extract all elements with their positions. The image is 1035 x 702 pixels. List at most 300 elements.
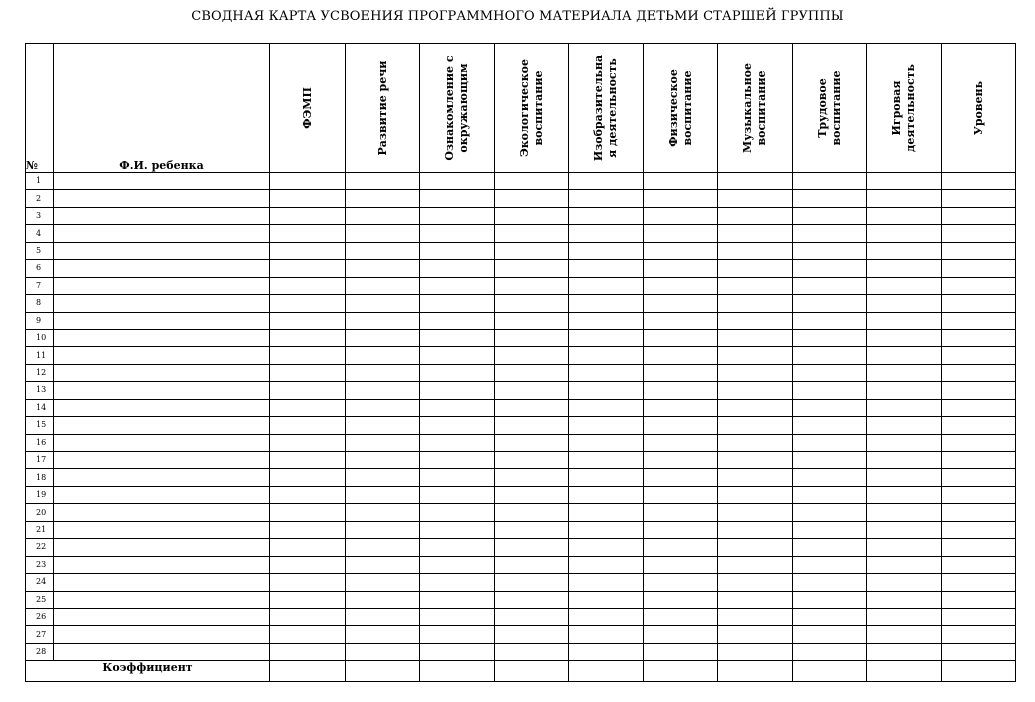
score-cell[interactable]	[793, 277, 867, 294]
score-cell[interactable]	[270, 521, 346, 538]
score-cell[interactable]	[718, 591, 793, 608]
score-cell[interactable]	[867, 521, 942, 538]
score-cell[interactable]	[270, 364, 346, 381]
score-cell[interactable]	[569, 382, 644, 399]
score-cell[interactable]	[420, 225, 495, 242]
score-cell[interactable]	[942, 173, 1016, 190]
score-cell[interactable]	[867, 556, 942, 573]
score-cell[interactable]	[569, 207, 644, 224]
score-cell[interactable]	[718, 312, 793, 329]
child-name-cell[interactable]	[54, 382, 270, 399]
score-cell[interactable]	[495, 242, 569, 259]
score-cell[interactable]	[569, 521, 644, 538]
score-cell[interactable]	[270, 277, 346, 294]
score-cell[interactable]	[346, 521, 420, 538]
score-cell[interactable]	[346, 242, 420, 259]
score-cell[interactable]	[420, 364, 495, 381]
score-cell[interactable]	[495, 574, 569, 591]
score-cell[interactable]	[420, 260, 495, 277]
score-cell[interactable]	[793, 434, 867, 451]
score-cell[interactable]	[346, 574, 420, 591]
score-cell[interactable]	[793, 242, 867, 259]
score-cell[interactable]	[495, 556, 569, 573]
score-cell[interactable]	[644, 556, 718, 573]
score-cell[interactable]	[569, 399, 644, 416]
score-cell[interactable]	[867, 225, 942, 242]
score-cell[interactable]	[942, 643, 1016, 660]
score-cell[interactable]	[420, 312, 495, 329]
score-cell[interactable]	[270, 452, 346, 469]
coefficient-cell[interactable]	[718, 661, 793, 682]
child-name-cell[interactable]	[54, 364, 270, 381]
child-name-cell[interactable]	[54, 260, 270, 277]
child-name-cell[interactable]	[54, 556, 270, 573]
score-cell[interactable]	[644, 190, 718, 207]
score-cell[interactable]	[270, 382, 346, 399]
child-name-cell[interactable]	[54, 277, 270, 294]
coefficient-cell[interactable]	[270, 661, 346, 682]
score-cell[interactable]	[495, 329, 569, 346]
score-cell[interactable]	[942, 486, 1016, 503]
score-cell[interactable]	[270, 591, 346, 608]
child-name-cell[interactable]	[54, 521, 270, 538]
score-cell[interactable]	[718, 556, 793, 573]
score-cell[interactable]	[346, 556, 420, 573]
child-name-cell[interactable]	[54, 295, 270, 312]
score-cell[interactable]	[644, 242, 718, 259]
score-cell[interactable]	[569, 574, 644, 591]
score-cell[interactable]	[569, 539, 644, 556]
score-cell[interactable]	[420, 556, 495, 573]
score-cell[interactable]	[346, 452, 420, 469]
score-cell[interactable]	[718, 399, 793, 416]
score-cell[interactable]	[644, 329, 718, 346]
score-cell[interactable]	[867, 260, 942, 277]
score-cell[interactable]	[718, 364, 793, 381]
score-cell[interactable]	[420, 207, 495, 224]
score-cell[interactable]	[420, 434, 495, 451]
score-cell[interactable]	[420, 347, 495, 364]
score-cell[interactable]	[718, 382, 793, 399]
child-name-cell[interactable]	[54, 574, 270, 591]
score-cell[interactable]	[867, 417, 942, 434]
child-name-cell[interactable]	[54, 591, 270, 608]
score-cell[interactable]	[867, 504, 942, 521]
score-cell[interactable]	[793, 399, 867, 416]
score-cell[interactable]	[495, 312, 569, 329]
score-cell[interactable]	[495, 260, 569, 277]
score-cell[interactable]	[942, 539, 1016, 556]
score-cell[interactable]	[346, 643, 420, 660]
score-cell[interactable]	[718, 207, 793, 224]
score-cell[interactable]	[420, 608, 495, 625]
score-cell[interactable]	[793, 521, 867, 538]
score-cell[interactable]	[569, 242, 644, 259]
score-cell[interactable]	[346, 225, 420, 242]
score-cell[interactable]	[718, 626, 793, 643]
child-name-cell[interactable]	[54, 399, 270, 416]
score-cell[interactable]	[420, 504, 495, 521]
score-cell[interactable]	[867, 364, 942, 381]
score-cell[interactable]	[867, 347, 942, 364]
score-cell[interactable]	[718, 242, 793, 259]
score-cell[interactable]	[793, 312, 867, 329]
score-cell[interactable]	[644, 521, 718, 538]
score-cell[interactable]	[644, 295, 718, 312]
score-cell[interactable]	[420, 539, 495, 556]
score-cell[interactable]	[569, 608, 644, 625]
score-cell[interactable]	[942, 242, 1016, 259]
score-cell[interactable]	[942, 452, 1016, 469]
coefficient-cell[interactable]	[420, 661, 495, 682]
score-cell[interactable]	[346, 260, 420, 277]
score-cell[interactable]	[495, 504, 569, 521]
coefficient-cell[interactable]	[569, 661, 644, 682]
score-cell[interactable]	[495, 295, 569, 312]
score-cell[interactable]	[867, 382, 942, 399]
score-cell[interactable]	[867, 469, 942, 486]
score-cell[interactable]	[270, 225, 346, 242]
score-cell[interactable]	[644, 574, 718, 591]
score-cell[interactable]	[346, 173, 420, 190]
score-cell[interactable]	[495, 521, 569, 538]
score-cell[interactable]	[942, 469, 1016, 486]
score-cell[interactable]	[569, 486, 644, 503]
score-cell[interactable]	[867, 173, 942, 190]
score-cell[interactable]	[569, 556, 644, 573]
score-cell[interactable]	[495, 608, 569, 625]
child-name-cell[interactable]	[54, 643, 270, 660]
child-name-cell[interactable]	[54, 190, 270, 207]
score-cell[interactable]	[867, 242, 942, 259]
score-cell[interactable]	[346, 417, 420, 434]
score-cell[interactable]	[495, 347, 569, 364]
score-cell[interactable]	[942, 312, 1016, 329]
score-cell[interactable]	[346, 469, 420, 486]
score-cell[interactable]	[793, 207, 867, 224]
score-cell[interactable]	[495, 364, 569, 381]
score-cell[interactable]	[270, 469, 346, 486]
score-cell[interactable]	[569, 643, 644, 660]
score-cell[interactable]	[270, 347, 346, 364]
score-cell[interactable]	[942, 626, 1016, 643]
score-cell[interactable]	[420, 574, 495, 591]
score-cell[interactable]	[569, 434, 644, 451]
score-cell[interactable]	[718, 329, 793, 346]
coefficient-cell[interactable]	[346, 661, 420, 682]
child-name-cell[interactable]	[54, 608, 270, 625]
score-cell[interactable]	[867, 312, 942, 329]
score-cell[interactable]	[270, 312, 346, 329]
coefficient-cell[interactable]	[867, 661, 942, 682]
score-cell[interactable]	[793, 556, 867, 573]
score-cell[interactable]	[644, 364, 718, 381]
score-cell[interactable]	[569, 225, 644, 242]
score-cell[interactable]	[793, 382, 867, 399]
score-cell[interactable]	[644, 643, 718, 660]
score-cell[interactable]	[718, 347, 793, 364]
score-cell[interactable]	[867, 399, 942, 416]
score-cell[interactable]	[867, 190, 942, 207]
child-name-cell[interactable]	[54, 434, 270, 451]
score-cell[interactable]	[270, 434, 346, 451]
score-cell[interactable]	[420, 469, 495, 486]
score-cell[interactable]	[644, 469, 718, 486]
score-cell[interactable]	[644, 207, 718, 224]
score-cell[interactable]	[867, 329, 942, 346]
score-cell[interactable]	[718, 434, 793, 451]
score-cell[interactable]	[569, 417, 644, 434]
child-name-cell[interactable]	[54, 329, 270, 346]
score-cell[interactable]	[793, 539, 867, 556]
score-cell[interactable]	[270, 626, 346, 643]
score-cell[interactable]	[644, 260, 718, 277]
score-cell[interactable]	[942, 225, 1016, 242]
score-cell[interactable]	[270, 190, 346, 207]
score-cell[interactable]	[346, 277, 420, 294]
score-cell[interactable]	[793, 364, 867, 381]
score-cell[interactable]	[346, 608, 420, 625]
child-name-cell[interactable]	[54, 347, 270, 364]
score-cell[interactable]	[270, 417, 346, 434]
score-cell[interactable]	[495, 434, 569, 451]
score-cell[interactable]	[346, 312, 420, 329]
score-cell[interactable]	[718, 173, 793, 190]
score-cell[interactable]	[420, 190, 495, 207]
score-cell[interactable]	[270, 556, 346, 573]
score-cell[interactable]	[793, 190, 867, 207]
score-cell[interactable]	[270, 608, 346, 625]
score-cell[interactable]	[793, 417, 867, 434]
score-cell[interactable]	[270, 242, 346, 259]
score-cell[interactable]	[867, 452, 942, 469]
score-cell[interactable]	[270, 643, 346, 660]
score-cell[interactable]	[346, 329, 420, 346]
score-cell[interactable]	[495, 399, 569, 416]
score-cell[interactable]	[569, 312, 644, 329]
score-cell[interactable]	[867, 574, 942, 591]
score-cell[interactable]	[270, 486, 346, 503]
score-cell[interactable]	[942, 260, 1016, 277]
child-name-cell[interactable]	[54, 417, 270, 434]
score-cell[interactable]	[569, 347, 644, 364]
score-cell[interactable]	[346, 434, 420, 451]
score-cell[interactable]	[942, 556, 1016, 573]
score-cell[interactable]	[346, 347, 420, 364]
coefficient-cell[interactable]	[644, 661, 718, 682]
score-cell[interactable]	[495, 486, 569, 503]
score-cell[interactable]	[495, 417, 569, 434]
score-cell[interactable]	[718, 260, 793, 277]
score-cell[interactable]	[346, 539, 420, 556]
score-cell[interactable]	[942, 277, 1016, 294]
score-cell[interactable]	[420, 521, 495, 538]
score-cell[interactable]	[270, 574, 346, 591]
score-cell[interactable]	[644, 452, 718, 469]
score-cell[interactable]	[942, 434, 1016, 451]
score-cell[interactable]	[644, 347, 718, 364]
score-cell[interactable]	[569, 364, 644, 381]
score-cell[interactable]	[644, 486, 718, 503]
score-cell[interactable]	[867, 434, 942, 451]
score-cell[interactable]	[270, 539, 346, 556]
score-cell[interactable]	[346, 190, 420, 207]
score-cell[interactable]	[270, 329, 346, 346]
score-cell[interactable]	[495, 452, 569, 469]
score-cell[interactable]	[942, 295, 1016, 312]
score-cell[interactable]	[569, 277, 644, 294]
score-cell[interactable]	[644, 504, 718, 521]
score-cell[interactable]	[942, 347, 1016, 364]
score-cell[interactable]	[270, 207, 346, 224]
score-cell[interactable]	[718, 295, 793, 312]
score-cell[interactable]	[793, 225, 867, 242]
score-cell[interactable]	[346, 486, 420, 503]
score-cell[interactable]	[793, 347, 867, 364]
score-cell[interactable]	[420, 452, 495, 469]
child-name-cell[interactable]	[54, 207, 270, 224]
score-cell[interactable]	[420, 295, 495, 312]
child-name-cell[interactable]	[54, 469, 270, 486]
score-cell[interactable]	[718, 277, 793, 294]
score-cell[interactable]	[420, 277, 495, 294]
score-cell[interactable]	[942, 591, 1016, 608]
score-cell[interactable]	[495, 626, 569, 643]
score-cell[interactable]	[793, 574, 867, 591]
score-cell[interactable]	[718, 608, 793, 625]
score-cell[interactable]	[346, 626, 420, 643]
score-cell[interactable]	[420, 591, 495, 608]
score-cell[interactable]	[270, 399, 346, 416]
score-cell[interactable]	[718, 539, 793, 556]
score-cell[interactable]	[569, 504, 644, 521]
score-cell[interactable]	[867, 539, 942, 556]
score-cell[interactable]	[793, 329, 867, 346]
score-cell[interactable]	[644, 626, 718, 643]
score-cell[interactable]	[569, 260, 644, 277]
score-cell[interactable]	[942, 364, 1016, 381]
score-cell[interactable]	[942, 190, 1016, 207]
score-cell[interactable]	[867, 277, 942, 294]
score-cell[interactable]	[346, 399, 420, 416]
score-cell[interactable]	[346, 364, 420, 381]
score-cell[interactable]	[495, 539, 569, 556]
score-cell[interactable]	[942, 521, 1016, 538]
score-cell[interactable]	[420, 242, 495, 259]
score-cell[interactable]	[942, 608, 1016, 625]
score-cell[interactable]	[718, 417, 793, 434]
coefficient-cell[interactable]	[942, 661, 1016, 682]
score-cell[interactable]	[346, 382, 420, 399]
score-cell[interactable]	[420, 643, 495, 660]
score-cell[interactable]	[346, 504, 420, 521]
score-cell[interactable]	[793, 486, 867, 503]
score-cell[interactable]	[495, 382, 569, 399]
score-cell[interactable]	[793, 469, 867, 486]
score-cell[interactable]	[346, 295, 420, 312]
score-cell[interactable]	[942, 207, 1016, 224]
score-cell[interactable]	[495, 469, 569, 486]
score-cell[interactable]	[793, 295, 867, 312]
score-cell[interactable]	[718, 504, 793, 521]
score-cell[interactable]	[718, 643, 793, 660]
score-cell[interactable]	[420, 486, 495, 503]
score-cell[interactable]	[495, 225, 569, 242]
score-cell[interactable]	[420, 173, 495, 190]
score-cell[interactable]	[644, 225, 718, 242]
score-cell[interactable]	[793, 643, 867, 660]
score-cell[interactable]	[793, 626, 867, 643]
score-cell[interactable]	[867, 626, 942, 643]
score-cell[interactable]	[270, 295, 346, 312]
child-name-cell[interactable]	[54, 173, 270, 190]
score-cell[interactable]	[867, 295, 942, 312]
score-cell[interactable]	[793, 591, 867, 608]
score-cell[interactable]	[644, 608, 718, 625]
child-name-cell[interactable]	[54, 626, 270, 643]
score-cell[interactable]	[867, 591, 942, 608]
score-cell[interactable]	[942, 329, 1016, 346]
score-cell[interactable]	[420, 382, 495, 399]
score-cell[interactable]	[346, 207, 420, 224]
score-cell[interactable]	[569, 329, 644, 346]
score-cell[interactable]	[644, 382, 718, 399]
score-cell[interactable]	[718, 225, 793, 242]
score-cell[interactable]	[270, 173, 346, 190]
score-cell[interactable]	[718, 190, 793, 207]
score-cell[interactable]	[718, 521, 793, 538]
coefficient-cell[interactable]	[793, 661, 867, 682]
score-cell[interactable]	[569, 295, 644, 312]
score-cell[interactable]	[942, 504, 1016, 521]
score-cell[interactable]	[495, 173, 569, 190]
child-name-cell[interactable]	[54, 242, 270, 259]
child-name-cell[interactable]	[54, 486, 270, 503]
score-cell[interactable]	[495, 277, 569, 294]
score-cell[interactable]	[718, 452, 793, 469]
score-cell[interactable]	[644, 434, 718, 451]
score-cell[interactable]	[569, 173, 644, 190]
score-cell[interactable]	[569, 452, 644, 469]
score-cell[interactable]	[942, 382, 1016, 399]
score-cell[interactable]	[793, 504, 867, 521]
score-cell[interactable]	[793, 452, 867, 469]
score-cell[interactable]	[569, 591, 644, 608]
score-cell[interactable]	[644, 399, 718, 416]
score-cell[interactable]	[718, 469, 793, 486]
score-cell[interactable]	[495, 190, 569, 207]
score-cell[interactable]	[495, 591, 569, 608]
score-cell[interactable]	[793, 260, 867, 277]
score-cell[interactable]	[420, 626, 495, 643]
score-cell[interactable]	[569, 190, 644, 207]
score-cell[interactable]	[793, 608, 867, 625]
score-cell[interactable]	[867, 486, 942, 503]
score-cell[interactable]	[420, 417, 495, 434]
score-cell[interactable]	[867, 207, 942, 224]
score-cell[interactable]	[569, 626, 644, 643]
child-name-cell[interactable]	[54, 312, 270, 329]
score-cell[interactable]	[644, 539, 718, 556]
score-cell[interactable]	[270, 504, 346, 521]
score-cell[interactable]	[942, 399, 1016, 416]
score-cell[interactable]	[495, 643, 569, 660]
child-name-cell[interactable]	[54, 452, 270, 469]
score-cell[interactable]	[867, 608, 942, 625]
score-cell[interactable]	[569, 469, 644, 486]
score-cell[interactable]	[346, 591, 420, 608]
score-cell[interactable]	[495, 207, 569, 224]
